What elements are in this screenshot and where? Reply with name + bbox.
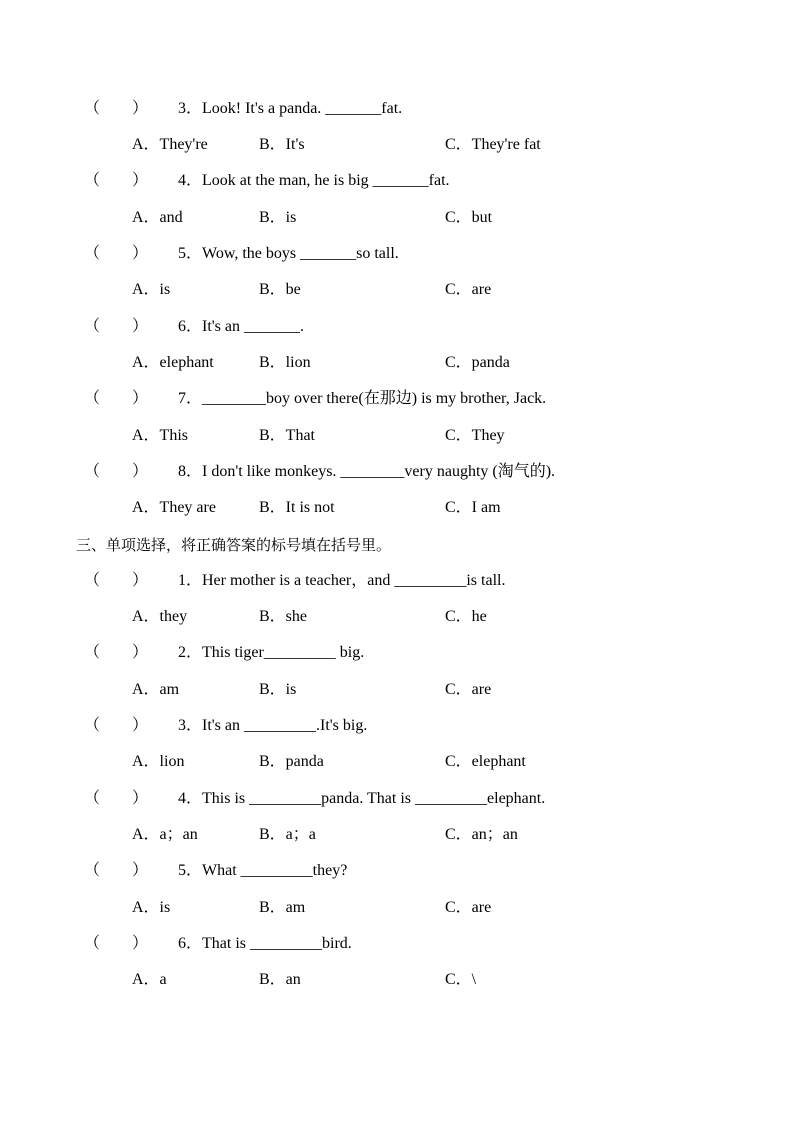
options-row [132, 896, 692, 920]
answer-paren-close: ） [132, 100, 149, 117]
question-text: 2．This tiger_________ big. [178, 644, 365, 661]
answer-paren-close: ） [132, 172, 149, 189]
answer-paren-close: ） [132, 318, 149, 335]
answer-paren-open: （ [84, 572, 101, 589]
option-b: B．panda [259, 753, 324, 770]
answer-paren-open: （ [84, 390, 101, 407]
option-a: A．a；an [132, 826, 198, 843]
options-row [132, 750, 692, 774]
option-c: C．are [445, 281, 492, 298]
answer-paren-close: ） [132, 463, 149, 480]
question-text: 1．Her mother is a teacher，and _________is tall. [178, 572, 506, 589]
option-a: A．They're [132, 136, 208, 153]
answer-paren-open: （ [84, 790, 101, 807]
option-a: A．they [132, 608, 188, 625]
option-c: C．are [445, 899, 492, 916]
answer-paren-close: ） [132, 572, 149, 589]
options-row [132, 424, 692, 448]
option-b: B．an [259, 971, 301, 988]
question-text: 6．It's an _______. [178, 318, 304, 335]
option-b: B．be [259, 281, 301, 298]
answer-paren-open: （ [84, 717, 101, 734]
answer-paren-close: ） [132, 390, 149, 407]
options-row [132, 968, 692, 992]
option-b: B．she [259, 608, 308, 625]
option-c: C．panda [445, 354, 510, 371]
option-a: A．is [132, 899, 171, 916]
option-c: C．They [445, 427, 505, 444]
option-b: B．lion [259, 354, 311, 371]
question-text: 4．Look at the man, he is big _______fat. [178, 172, 450, 189]
question-text: 7．________boy over there(在那边) is my brother, Jack. [178, 390, 547, 407]
option-c: C．but [445, 209, 493, 226]
question-text: 6．That is _________bird. [178, 935, 352, 952]
option-a: A．elephant [132, 354, 214, 371]
section-title: 三、单项选择，将正确答案的标号填在括号里。 [76, 536, 392, 554]
answer-paren-open: （ [84, 463, 101, 480]
options-row [132, 351, 692, 375]
answer-paren-close: ） [132, 644, 149, 661]
option-c: C．an；an [445, 826, 518, 843]
options-row [132, 605, 692, 629]
option-a: A．am [132, 681, 180, 698]
question-text: 4．This is _________panda. That is _________elephant. [178, 790, 546, 807]
question-text: 3．It's an _________.It's big. [178, 717, 368, 734]
answer-paren-open: （ [84, 935, 101, 952]
option-a: A．This [132, 427, 189, 444]
answer-paren-close: ） [132, 790, 149, 807]
option-b: B．That [259, 427, 315, 444]
options-row [132, 206, 692, 230]
option-b: B．It's [259, 136, 305, 153]
answer-paren-open: （ [84, 644, 101, 661]
option-a: A．They are [132, 499, 216, 516]
answer-paren-open: （ [84, 172, 101, 189]
answer-paren-close: ） [132, 245, 149, 262]
option-c: C．They're fat [445, 136, 541, 153]
answer-paren-open: （ [84, 100, 101, 117]
option-c: C．he [445, 608, 487, 625]
option-b: B．is [259, 681, 297, 698]
option-b: B．am [259, 899, 306, 916]
options-row [132, 278, 692, 302]
answer-paren-open: （ [84, 862, 101, 879]
option-a: A．and [132, 209, 183, 226]
question-text: 8．I don't like monkeys. ________very naughty (淘气的). [178, 463, 556, 480]
option-a: A．is [132, 281, 171, 298]
answer-paren-open: （ [84, 318, 101, 335]
option-b: B．It is not [259, 499, 335, 516]
answer-paren-close: ） [132, 717, 149, 734]
answer-paren-open: （ [84, 245, 101, 262]
option-c: C．are [445, 681, 492, 698]
answer-paren-close: ） [132, 935, 149, 952]
question-text: 5．What _________they? [178, 862, 348, 879]
answer-paren-close: ） [132, 862, 149, 879]
option-c: C．I am [445, 499, 501, 516]
options-row [132, 496, 692, 520]
option-a: A．a [132, 971, 167, 988]
option-b: B．is [259, 209, 297, 226]
question-text: 5．Wow, the boys _______so tall. [178, 245, 399, 262]
options-row [132, 133, 692, 157]
question-text: 3．Look! It's a panda. _______fat. [178, 100, 403, 117]
option-c: C．elephant [445, 753, 526, 770]
options-row [132, 678, 692, 702]
option-b: B．a；a [259, 826, 316, 843]
option-a: A．lion [132, 753, 185, 770]
options-row [132, 823, 692, 847]
option-c: C．\ [445, 971, 477, 988]
